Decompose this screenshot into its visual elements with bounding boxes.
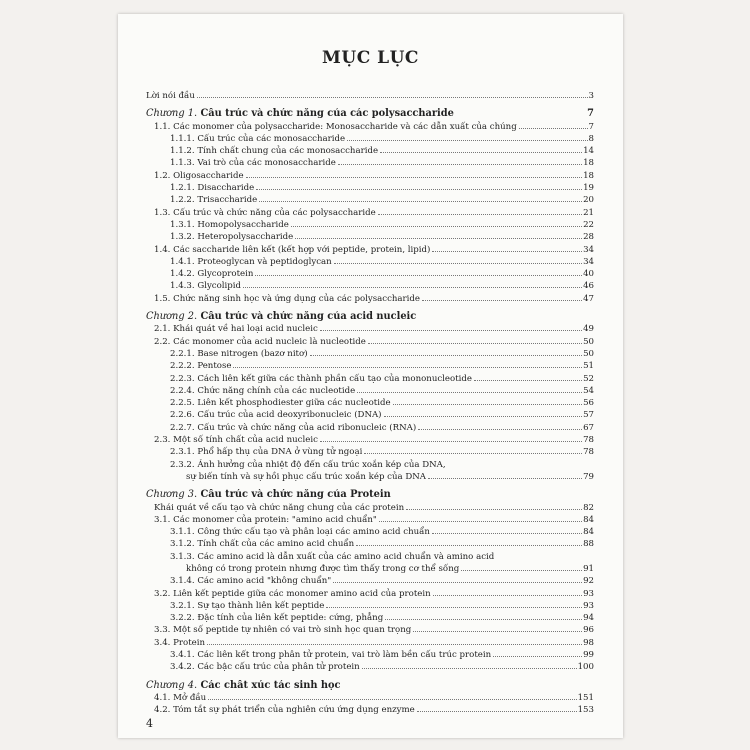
toc-entry-label: 1.1.3. Vai trò của các monosaccharide <box>170 158 336 169</box>
dot-leader <box>519 128 588 129</box>
toc-page-number: 84 <box>583 527 594 538</box>
toc-entry <box>146 268 594 280</box>
toc-entry-label: 2.2.4. Chức năng chính của các nucleotide <box>170 385 356 396</box>
toc-page-number: 8 <box>588 133 594 144</box>
toc-entry <box>146 704 594 716</box>
toc-entry <box>146 600 594 612</box>
toc-page-number: 78 <box>583 447 594 458</box>
dot-leader <box>461 570 582 571</box>
dot-leader <box>413 631 582 632</box>
toc-page-number: 99 <box>583 650 594 661</box>
toc-page-number: 78 <box>583 435 594 446</box>
chapter-title: Cấu trúc và chức năng của Protein <box>200 489 391 501</box>
toc-entry-label: 2.2.1. Base nitrogen (bazơ nitơ) <box>170 348 308 359</box>
toc-page-number: 96 <box>583 625 594 636</box>
toc-entry-label <box>146 489 391 501</box>
toc-entry <box>146 612 594 624</box>
dot-leader <box>417 711 577 712</box>
toc-chapter <box>146 680 594 692</box>
toc-entry <box>146 360 594 372</box>
dot-leader <box>474 380 582 381</box>
dot-leader <box>295 238 582 239</box>
dot-leader <box>246 177 582 178</box>
toc-entry <box>146 157 594 169</box>
toc-entry <box>146 637 594 649</box>
toc-page-number: 50 <box>583 348 594 359</box>
chapter-number: Chương 4. <box>146 679 198 691</box>
toc-entry-label: 3.4.2. Các bậc cấu trúc của phân tử protein <box>170 662 360 673</box>
dot-leader <box>362 668 577 669</box>
toc-entry-label: 2.3. Một số tính chất của acid nucleic <box>154 435 318 446</box>
toc-entry-label: 2.2.5. Liên kết phosphodiester giữa các nucleotide <box>170 398 391 409</box>
toc-entry-label: Khái quát về cấu tạo và chức năng chung của các protein <box>154 502 405 513</box>
toc-entry <box>146 409 594 421</box>
dot-leader <box>385 619 582 620</box>
toc-entry-label <box>146 311 416 323</box>
toc-entry <box>146 551 594 563</box>
dot-leader <box>493 656 582 657</box>
toc-entry-label: 1.4.3. Glycolipid <box>170 281 242 292</box>
toc-page-number: 46 <box>583 281 594 292</box>
toc-page-number: 18 <box>583 170 594 181</box>
toc-page-number: 28 <box>583 232 594 243</box>
toc-page-number: 7 <box>588 121 594 132</box>
toc-page-number: 50 <box>583 336 594 347</box>
toc-page-number: 7 <box>587 108 594 120</box>
toc-page-number: 54 <box>583 385 594 396</box>
dot-leader <box>406 509 582 510</box>
toc-entry-label: 3.1.4. Các amino acid "không chuẩn" <box>170 576 332 587</box>
toc-entry <box>146 348 594 360</box>
toc-entry-label: 3.2. Liên kết peptide giữa các monomer amino acid của protein <box>154 588 431 599</box>
dot-leader <box>208 699 576 700</box>
toc-entry <box>146 563 594 575</box>
toc-page-number: 56 <box>583 398 594 409</box>
toc-page-number: 52 <box>583 373 594 384</box>
page-number: 4 <box>146 717 153 730</box>
chapter-number: Chương 2. <box>146 311 198 323</box>
dot-leader <box>326 607 582 608</box>
toc-chapter <box>146 489 594 501</box>
toc-entry-label: 3.3. Một số peptide tự nhiên có vai trò sinh học quan trọng <box>154 625 412 636</box>
toc-entry <box>146 182 594 194</box>
dot-leader <box>197 97 588 98</box>
dot-leader <box>379 521 582 522</box>
toc-entry-label: 3.1.2. Tính chất của các amino acid chuẩn <box>170 539 355 550</box>
dot-leader <box>428 478 582 479</box>
dot-leader <box>380 152 582 153</box>
dot-leader <box>233 367 582 368</box>
dot-leader <box>432 533 582 534</box>
toc-entry <box>146 459 594 471</box>
toc-entry <box>146 446 594 458</box>
toc-entry-label: 2.2. Các monomer của acid nucleic là nucleotide <box>154 336 366 347</box>
toc-entry-label: 3.2.1. Sự tạo thành liên kết peptide <box>170 600 325 611</box>
toc-entry <box>146 194 594 206</box>
toc-page-number: 18 <box>583 158 594 169</box>
toc-entry <box>146 575 594 587</box>
chapter-title: Cấu trúc và chức năng của acid nucleic <box>200 311 417 323</box>
toc-entry <box>146 397 594 409</box>
chapter-title: Cấu trúc và chức năng của các polysaccharide <box>200 108 454 120</box>
toc-entry <box>146 207 594 219</box>
toc-page-number: 67 <box>583 422 594 433</box>
dot-leader <box>334 263 582 264</box>
toc-entry <box>146 588 594 600</box>
toc-entry-label <box>146 680 340 692</box>
toc-entry-label: 1.1.1. Cấu trúc của các monosaccharide <box>170 133 346 144</box>
toc-entry <box>146 502 594 514</box>
dot-leader <box>356 545 582 546</box>
toc-entry-label: 2.2.2. Pentose <box>170 361 232 372</box>
toc-entry-label: 4.2. Tóm tắt sự phát triển của nghiên cứu ứng dụng enzyme <box>154 705 415 716</box>
dot-leader <box>422 300 582 301</box>
toc-page-number: 49 <box>583 324 594 335</box>
toc-entry-label: 2.3.1. Phổ hấp thụ của DNA ở vùng tử ngoại <box>170 447 363 458</box>
toc-entry-label: 3.1.1. Công thức cấu tạo và phân loại các amino acid chuẩn <box>170 527 430 538</box>
toc-page-number: 3 <box>588 91 594 101</box>
toc-entry-label: 3.2.2. Đặc tính của liên kết peptide: cứng, phẳng <box>170 613 384 624</box>
toc-entry-label: 1.2. Oligosaccharide <box>154 170 244 181</box>
toc-entry-label: 2.1. Khái quát về hai loại acid nucleic <box>154 324 318 335</box>
toc-entry-label: 1.3.2. Heteropolysaccharide <box>170 232 294 243</box>
toc-page-number: 51 <box>583 361 594 372</box>
chapter-number: Chương 1. <box>146 108 198 120</box>
toc-entry <box>146 145 594 157</box>
toc-entry-label: 1.5. Chức năng sinh học và ứng dụng của các polysaccharide <box>154 293 420 304</box>
toc-entry <box>146 538 594 550</box>
dot-leader <box>243 287 582 288</box>
dot-leader <box>255 275 582 276</box>
toc-entry-label: 1.4.2. Glycoprotein <box>170 269 254 280</box>
dot-leader <box>207 644 582 645</box>
toc-page-number: 22 <box>583 219 594 230</box>
dot-leader <box>338 164 582 165</box>
toc-entry <box>146 385 594 397</box>
toc-page-number: 93 <box>583 600 594 611</box>
toc-entry-label: 3.4. Protein <box>154 637 206 648</box>
page-title: MỤC LỤC <box>322 48 419 68</box>
dot-leader <box>320 330 582 331</box>
toc-entry-label: không có trong protein nhưng được tìm thấy trong cơ thể sống <box>186 563 460 574</box>
toc-entry-label: sự biến tính và sự hồi phục cấu trúc xoắn kép của DNA <box>186 471 426 482</box>
toc-entry-label: 1.4. Các saccharide liên kết (kết hợp với peptide, protein, lipid) <box>154 244 431 255</box>
toc-entry <box>146 244 594 256</box>
dot-leader <box>393 404 582 405</box>
toc-entry-label <box>146 108 454 120</box>
toc-entry <box>146 280 594 292</box>
toc-entry-label: 1.1. Các monomer của polysaccharide: Monosaccharide và các dẫn xuất của chúng <box>154 121 517 132</box>
dot-leader <box>432 251 582 252</box>
toc-entry-label: 1.2.1. Disaccharide <box>170 183 255 194</box>
toc-page-number: 57 <box>583 410 594 421</box>
toc-page-number: 93 <box>583 588 594 599</box>
toc-entry <box>146 90 594 102</box>
toc-entry <box>146 219 594 231</box>
toc-entry <box>146 661 594 673</box>
toc-page-number: 34 <box>583 256 594 267</box>
book-page <box>118 14 623 738</box>
toc-chapter <box>146 108 594 120</box>
toc-entry-label: 1.4.1. Proteoglycan và peptidoglycan <box>170 256 332 267</box>
toc-entry-label: 3.1.3. Các amino acid là dẫn xuất của các amino acid chuẩn và amino acid <box>170 551 495 562</box>
toc-entry <box>146 514 594 526</box>
toc-entry-label: 3.1. Các monomer của protein: "amino acid chuẩn" <box>154 514 377 525</box>
toc-entry-label: Lời nói đầu <box>146 91 195 101</box>
toc-entry-label: 1.2.2. Trisaccharide <box>170 195 258 206</box>
toc-page-number: 94 <box>583 613 594 624</box>
dot-leader <box>384 416 583 417</box>
toc-entry-label: 2.2.7. Cấu trúc và chức năng của acid ribonucleic (RNA) <box>170 422 417 433</box>
toc-page-number: 153 <box>577 705 594 716</box>
toc-entry <box>146 121 594 133</box>
toc-entry <box>146 323 594 335</box>
chapter-title: Các chất xúc tác sinh học <box>200 679 341 691</box>
toc-page-number: 20 <box>583 195 594 206</box>
toc-entry-label: 1.1.2. Tính chất chung của các monosaccharide <box>170 146 379 157</box>
toc-entry-label: 1.3. Cấu trúc và chức năng của các polysaccharide <box>154 207 376 218</box>
dot-leader <box>333 582 582 583</box>
toc-chapter <box>146 311 594 323</box>
toc-page-number: 79 <box>583 471 594 482</box>
dot-leader <box>418 429 582 430</box>
toc-page-number: 47 <box>583 293 594 304</box>
toc-entry <box>146 692 594 704</box>
dot-leader <box>368 343 582 344</box>
toc-entry <box>146 471 594 483</box>
toc-entry <box>146 624 594 636</box>
toc-entry-label: 3.4.1. Các liên kết trong phân tử protein, vai trò làm bền cấu trúc protein <box>170 650 492 661</box>
toc-entry <box>146 231 594 243</box>
toc-entry <box>146 422 594 434</box>
toc-page-number: 40 <box>583 269 594 280</box>
toc-entry-label: 1.3.1. Homopolysaccharide <box>170 219 289 230</box>
toc-page-number: 91 <box>583 563 594 574</box>
toc-page-number: 82 <box>583 502 594 513</box>
dot-leader <box>291 226 582 227</box>
toc-entry <box>146 133 594 145</box>
dot-leader <box>310 355 583 356</box>
dot-leader <box>256 189 582 190</box>
toc-entry-label: 4.1. Mở đầu <box>154 692 207 703</box>
toc-entry-label: 2.2.6. Cấu trúc của acid deoxyribonucleic (DNA) <box>170 410 382 421</box>
toc-page-number: 151 <box>577 692 594 703</box>
dot-leader <box>320 441 582 442</box>
toc-entry <box>146 293 594 305</box>
toc-entry <box>146 649 594 661</box>
toc-page-number: 14 <box>583 146 594 157</box>
dot-leader <box>357 392 582 393</box>
dot-leader <box>433 595 582 596</box>
toc-entry <box>146 526 594 538</box>
toc-entry <box>146 336 594 348</box>
toc-page-number: 92 <box>583 576 594 587</box>
toc-page-number: 19 <box>583 183 594 194</box>
dot-leader <box>378 214 582 215</box>
toc-entry-label: 2.3.2. Ảnh hưởng của nhiệt độ đến cấu trúc xoắn kép của DNA, <box>170 459 446 470</box>
toc-entry <box>146 373 594 385</box>
toc-page-number: 100 <box>577 662 594 673</box>
toc-page-number: 84 <box>583 514 594 525</box>
dot-leader <box>259 201 582 202</box>
chapter-number: Chương 3. <box>146 489 198 501</box>
toc-entry <box>146 256 594 268</box>
toc-page-number: 21 <box>583 207 594 218</box>
toc-page-number: 98 <box>583 637 594 648</box>
toc-entry <box>146 170 594 182</box>
table-of-contents <box>146 90 594 717</box>
toc-entry <box>146 434 594 446</box>
dot-leader <box>347 140 587 141</box>
dot-leader <box>364 453 582 454</box>
toc-page-number: 88 <box>583 539 594 550</box>
toc-entry-label: 2.2.3. Cách liên kết giữa các thành phần cấu tạo của mononucleotide <box>170 373 472 384</box>
toc-page-number: 34 <box>583 244 594 255</box>
